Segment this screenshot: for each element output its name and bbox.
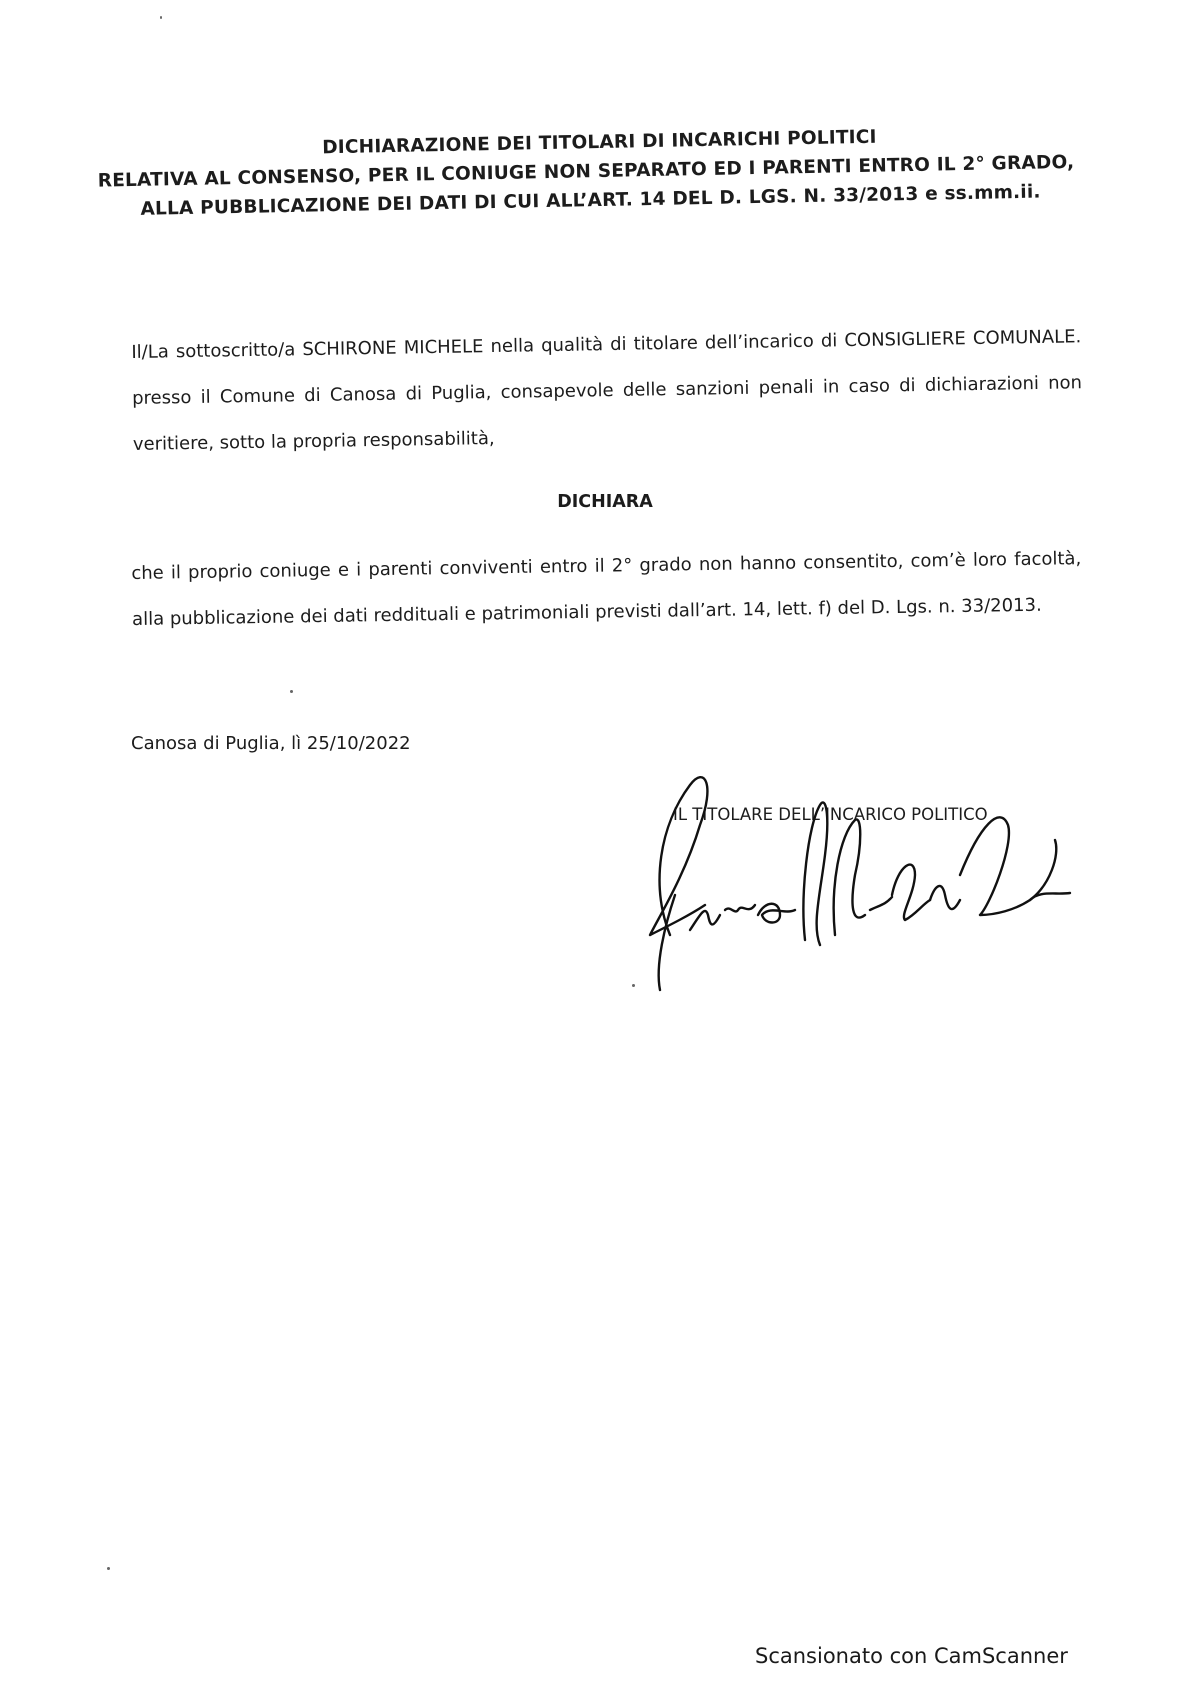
title-line-2: RELATIVA AL CONSENSO, PER IL CONIUGE NON SEPARATO ED I PARENTI ENTRO IL 2° GRADO,	[97, 151, 1075, 192]
declarant-paragraph: Il/La sottoscritto/a SCHIRONE MICHELE nella qualità di titolare dell’incarico di CONSIGLIERE COMUNALE. presso il Comune di Canosa di Puglia, consapevole delle sanzioni penali in caso di dichiarazioni non veritiere, sotto la propria responsabilità,	[131, 326, 1083, 455]
document-title	[97, 119, 1080, 224]
title-line-3: ALLA PUBBLICAZIONE DEI DATI DI CUI ALL’ART. 14 DEL D. LGS. N. 33/2013 e ss.mm.ii.	[140, 181, 1041, 220]
place-and-date: Canosa di Puglia, lì 25/10/2022	[131, 733, 411, 754]
title-line-1: DICHIARAZIONE DEI TITOLARI DI INCARICHI POLITICI	[322, 126, 877, 159]
declaration-paragraph: che il proprio coniuge e i parenti conviventi entro il 2° grado non hanno consentito, com’è loro facoltà, alla pubblicazione dei dati reddituali e patrimoniali previsti dall’art. 14, lett. f) del D. Lgs. n. 33/2013.	[131, 548, 1082, 630]
handwritten-signature	[630, 765, 1130, 1005]
scan-speck	[160, 16, 162, 19]
scan-speck	[107, 1567, 110, 1570]
signer-title: IL TITOLARE DELL’INCARICO POLITICO	[673, 805, 988, 824]
scan-speck	[632, 984, 635, 987]
scan-speck	[290, 690, 293, 693]
scanner-watermark: Scansionato con CamScanner	[755, 1644, 1068, 1668]
declaration-heading: DICHIARA	[557, 492, 653, 512]
